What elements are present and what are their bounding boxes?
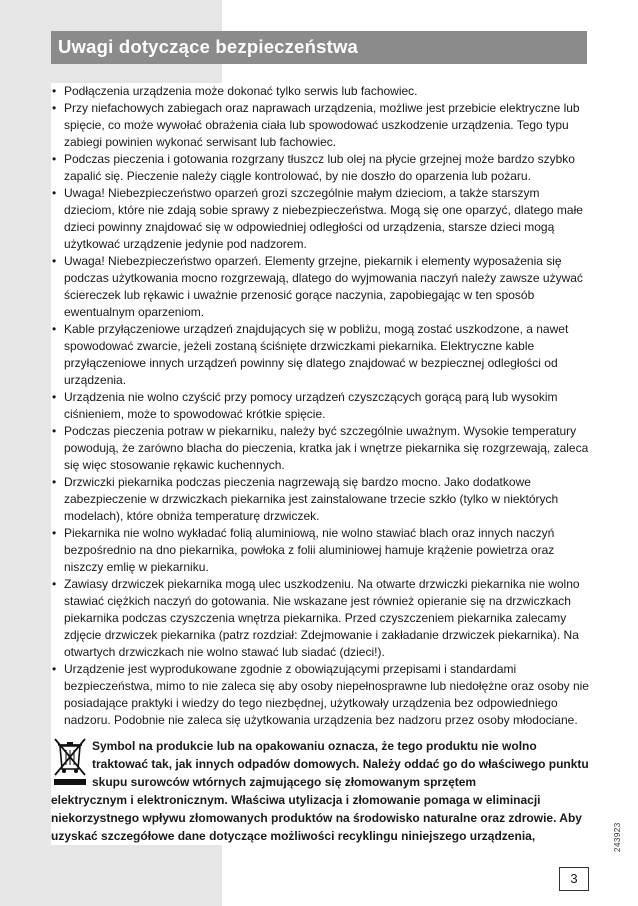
- safety-item: • Urządzenie jest wyprodukowane zgodnie z obowiązującymi przepisami i standardami bezpieczeństwa, mimo to nie zaleca się aby osoby niepełnosprawne lub niedołężne oraz osoby nie posiadające praktyki i wiedzy do tego niezbędnej, użytkowały urządzenia bez odpowiedniego nadzoru. Podobnie nie zaleca się użytkowania urządzenia bez nadzoru przez osoby młodociane.: [51, 661, 591, 729]
- weee-text-full-width: elektrycznym i elektronicznym. Właściwa utylizacja i złomowanie pomaga w eliminacji niekorzystnego wpływu złomowanych produktów na środowisko naturalne oraz zdrowie. Aby uzyskać szczegółowe dane dotyczące możliwości recyklingu niniejszego urządzenia,: [51, 793, 582, 843]
- safety-item: • Kable przyłączeniowe urządzeń znajdujących się w pobliżu, mogą zostać uszkodzone, a nawet spowodować zwarcie, jeżeli zostaną ściśnięte drzwiczkami piekarnika. Elektryczne kable przyłączeniowe innych urządzeń powinny się dlatego znajdować w bezpiecznej odległości od urządzenia.: [51, 321, 591, 389]
- title-bar: [51, 31, 587, 64]
- safety-item: • Uwaga! Niebezpieczeństwo oparzeń. Elementy grzejne, piekarnik i elementy wyposażenia się podczas użytkowania mocno rozgrzewają, dlatego do wyjmowania naczyń należy zawsze używać ściereczek lub rękawic i uważnie przenosić gorące naczynia, zapobiegając w ten sposób ewentualnym oparzeniom.: [51, 253, 591, 321]
- weee-notice: [51, 737, 591, 845]
- safety-item: • Podłączenia urządzenia może dokonać tylko serwis lub fachowiec.: [51, 83, 591, 100]
- page-title: Uwagi dotyczące bezpieczeństwa: [58, 36, 359, 57]
- safety-list: [51, 83, 591, 729]
- safety-item: • Przy niefachowych zabiegach oraz naprawach urządzenia, możliwe jest przebicie elektryczne lub spięcie, co może wywołać obrażenia ciała lub spowodować uszkodzenie urządzenia. Tego typu zabiegi powinien wykonać serwisant lub fachowiec.: [51, 100, 591, 151]
- crossed-out-wheelie-bin-icon: [51, 737, 89, 785]
- safety-item: • Piekarnika nie wolno wykładać folią aluminiową, nie wolno stawiać blach oraz innych naczyń bezpośrednio na dno piekarnika, powłoka z folii aluminiowej hamuje krążenie powietrza oraz niszczy emlię w piekarniku.: [51, 525, 591, 576]
- document-code: 243923: [613, 822, 622, 852]
- content-area: [51, 83, 591, 845]
- page-number: 3: [559, 867, 589, 891]
- safety-item: • Podczas pieczenia i gotowania rozgrzany tłuszcz lub olej na płycie grzejnej może bardzo szybko zapalić się. Pieczenie należy ciągle kontrolować, by nie doszło do oparzenia lub pożaru.: [51, 151, 591, 185]
- safety-item: • Zawiasy drzwiczek piekarnika mogą ulec uszkodzeniu. Na otwarte drzwiczki piekarnika nie wolno stawiać ciężkich naczyń do gotowania. Nie wskazane jest również opieranie się na drzwiczkach piekarnika podczas czyszczenia wnętrza piekarnika. Przed czyszczeniem piekarnika zalecamy zdjęcie drzwiczek piekarnika (patrz rozdział: Zdejmowanie i zakładanie drzwiczek piekarnika). Na otwartych drzwiczkach nie wolno stawać lub siadać (dzieci!).: [51, 576, 591, 661]
- safety-item: • Podczas pieczenia potraw w piekarniku, należy być szczególnie uważnym. Wysokie temperatury powodują, że zarówno blacha do pieczenia, kratka jak i wnętrze piekarnika się rozgrzewają, zaleca się więc stosowanie rękawic kuchennych.: [51, 423, 591, 474]
- safety-item: • Drzwiczki piekarnika podczas pieczenia nagrzewają się bardzo mocno. Jako dodatkowe zabezpieczenie w drzwiczkach piekarnika jest zainstalowane trzecie szkło (tylko w niektórych modelach), które obniża temperaturę drzwiczek.: [51, 474, 591, 525]
- weee-text-beside-icon: Symbol na produkcie lub na opakowaniu oznacza, że tego produktu nie wolno traktować tak, jak innych odpadów domowych. Należy oddać go do właściwego punktu skupu surowców wtórnych zajmującego się złomowanym sprzętem: [92, 739, 589, 789]
- safety-item: • Uwaga! Niebezpieczeństwo oparzeń grozi szczególnie małym dzieciom, a także starszym dzieciom, które nie zdają sobie sprawy z niebezpieczeństwa. Mogą się one oparzyć, dlatego małe dzieci powinny znajdować się w odpowiedniej odległości od urządzenia, starsze dzieci mogą użytkować urządzenie jedynie pod nadzorem.: [51, 185, 591, 253]
- safety-item: • Urządzenia nie wolno czyścić przy pomocy urządzeń czyszczących gorącą parą lub wysokim ciśnieniem, może to spowodować krótkie spięcie.: [51, 389, 591, 423]
